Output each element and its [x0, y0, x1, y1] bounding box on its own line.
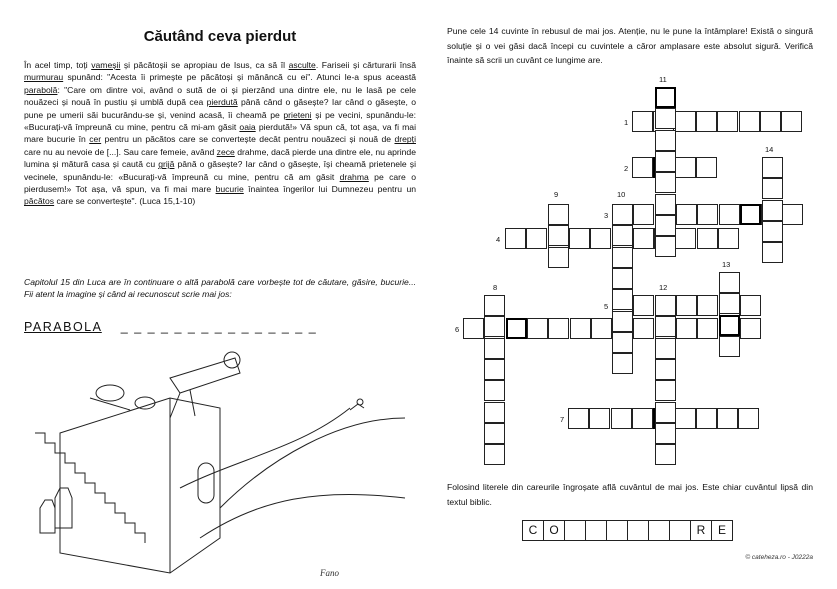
story-text: pierdută!» Vă spun că, tot așa, va fi mai mare bucurie în [24, 122, 416, 145]
final-word-cell[interactable] [564, 520, 586, 541]
crossword-cell[interactable] [655, 380, 676, 401]
final-word-cell[interactable]: O [543, 520, 565, 541]
keyword: grijă [158, 159, 175, 170]
crossword-cell[interactable] [526, 228, 547, 249]
crossword-cell[interactable] [655, 204, 676, 225]
crossword-cell[interactable] [568, 408, 589, 429]
crossword-cell[interactable] [719, 204, 740, 225]
crossword-cell[interactable] [719, 293, 740, 314]
crossword-cell[interactable] [655, 444, 676, 465]
final-word-cell[interactable] [606, 520, 628, 541]
crossword-cell-highlighted[interactable] [653, 408, 674, 429]
story-text: . Fariseii și cărturarii însă [315, 60, 416, 70]
story-text: până când o găsește? Iar când o găsește, o pune pe umerii săi bucurându-se și, venind acasă, îi cheamă pe [24, 97, 416, 120]
crossword-cell[interactable] [697, 295, 718, 316]
crossword-cell[interactable] [484, 380, 505, 401]
final-word-cell[interactable] [648, 520, 670, 541]
clue-number: 5 [604, 302, 609, 311]
credit: © cateheza.ro - J0222a [745, 554, 813, 561]
story-text: și pe vecini, spunându-le: «Bucurați-vă împreună cu mine, pentru că mi-am găsit [24, 109, 416, 133]
story-text: care se convertește". (Luca 15,1-10) [54, 196, 196, 207]
keyword: drahma [339, 171, 369, 182]
crossword-cell[interactable] [612, 311, 633, 332]
crossword-cell[interactable] [632, 157, 653, 178]
crossword-cell[interactable] [612, 332, 633, 353]
page-title: Căutând ceva pierdut [143, 28, 297, 45]
keyword: murmurau [24, 72, 64, 83]
crossword-cell[interactable] [762, 178, 783, 199]
keyword: bucurie [215, 184, 244, 195]
crossword-cell[interactable] [655, 215, 676, 236]
story-text: spunând: "Acesta îi primește pe păcătoși și mănâncă cu ei". Atunci le-a spus această [63, 72, 416, 83]
crossword-cell[interactable] [696, 408, 717, 429]
clue-number: 3 [604, 211, 609, 220]
crossword-cell[interactable] [676, 318, 697, 339]
crossword-cell[interactable] [655, 318, 676, 339]
crossword-cell-highlighted[interactable] [740, 204, 761, 225]
story-text: : "Care om dintre voi, având o sută de oi și pierzând una dintre ele, nu le lasă pe cele nouăzeci și nouă în pustiu și umblă după cea [24, 84, 416, 108]
crossword-cell[interactable] [697, 318, 718, 339]
crossword-cell[interactable] [612, 225, 633, 246]
final-word-cell[interactable] [585, 520, 607, 541]
crossword-cell[interactable] [717, 111, 738, 132]
crossword-cell[interactable] [696, 157, 717, 178]
clue-number: 7 [560, 415, 565, 424]
clue-number: 11 [659, 75, 667, 84]
crossword-cell[interactable] [740, 295, 761, 316]
story-text: până o găsește? Iar când o găsește, își cheamă prietenele și vecinele, spunându-le: «Bucurați-vă împreună cu mine, pentru că am găsit [24, 159, 416, 182]
clue-number: 9 [554, 190, 559, 199]
final-word-cell[interactable]: R [690, 520, 712, 541]
crossword-cell[interactable] [633, 295, 654, 316]
crossword-instructions: Pune cele 14 cuvinte în rebusul de mai jos. Atenție, nu le pune la întâmplare! Există o singură soluție și o vei găsi dacă începi cu cuvintele a căror amplasare este absolut sigură. Verifică înainte să scrii un cuvânt ce lungime are. [447, 26, 813, 65]
crossword-cell[interactable] [612, 295, 633, 316]
crossword-cell[interactable] [655, 194, 676, 215]
crossword-cell[interactable] [611, 408, 632, 429]
crossword-cell[interactable] [762, 157, 783, 178]
crossword-cell[interactable] [484, 338, 505, 359]
crossword-cell[interactable] [675, 111, 696, 132]
crossword-cell-highlighted[interactable] [719, 315, 740, 336]
clue-number: 2 [624, 164, 629, 173]
crossword-cell[interactable] [655, 172, 676, 193]
crossword-cell[interactable] [548, 204, 569, 225]
bible-text [24, 59, 416, 208]
crossword-cell[interactable] [463, 318, 484, 339]
crossword-cell[interactable] [762, 242, 783, 263]
crossword-cell[interactable] [718, 228, 739, 249]
crossword-cell[interactable] [675, 408, 696, 429]
keyword: asculte [288, 60, 316, 70]
crossword-cell[interactable] [612, 318, 633, 339]
crossword-cell[interactable] [527, 318, 548, 339]
clue-number: 8 [493, 283, 498, 292]
crossword-cell[interactable] [760, 111, 781, 132]
crossword-cell[interactable] [591, 318, 612, 339]
clue-number: 6 [455, 325, 460, 334]
crossword-cell[interactable] [633, 228, 654, 249]
clue-number: 12 [659, 283, 668, 292]
crossword-cell[interactable] [654, 228, 675, 249]
crossword-cell[interactable] [738, 408, 759, 429]
story-text: înaintea îngerilor lui Dumnezeu pentru un [243, 184, 417, 195]
crossword-cell[interactable] [696, 111, 717, 132]
crossword-cell[interactable] [782, 204, 803, 225]
crossword-cell[interactable] [484, 318, 505, 339]
answer-blanks: _ _ _ _ _ _ _ _ _ _ _ _ _ _ _ [120, 320, 318, 334]
crossword-cell[interactable] [740, 318, 761, 339]
crossword-cell-highlighted[interactable] [506, 318, 527, 339]
keyword: cer [89, 134, 102, 145]
final-word-cell[interactable]: E [711, 520, 733, 541]
clue-number: 1 [624, 118, 629, 127]
crossword-cell[interactable] [633, 204, 654, 225]
story-text: care nu au nevoie de [...]. Sau care femeie, având [24, 146, 217, 157]
crossword-cell[interactable] [655, 338, 676, 359]
crossword-cell[interactable] [655, 295, 676, 316]
crossword-cell[interactable] [675, 228, 696, 249]
crossword-cell[interactable] [484, 423, 505, 444]
crossword-cell[interactable] [590, 228, 611, 249]
crossword-cell[interactable] [655, 316, 676, 337]
crossword-cell[interactable] [655, 402, 676, 423]
crossword-cell[interactable] [719, 295, 740, 316]
story-text: pentru un păcătos care se convertește decât pentru nouăzeci și nouă de [101, 134, 395, 145]
crossword-cell[interactable] [719, 272, 740, 293]
clue-number: 10 [617, 190, 626, 199]
crossword-cell[interactable] [655, 151, 676, 172]
crossword-cell[interactable] [675, 157, 696, 178]
crossword-cell[interactable] [739, 111, 760, 132]
crossword-cell[interactable] [548, 318, 569, 339]
crossword-cell[interactable] [761, 204, 782, 225]
keyword: păcătos [24, 196, 55, 207]
story-text: În acel timp, toți [24, 60, 92, 70]
keyword: prieteni [283, 109, 312, 120]
story-text: pe care o pierdusem!» Tot așa, vă spun, va fi mai mare [24, 171, 416, 195]
crossword-cell[interactable] [697, 228, 718, 249]
keyword: drepți [394, 134, 416, 145]
keyword: pierdută [206, 97, 238, 108]
crossword-cell[interactable] [612, 247, 633, 268]
crossword-cell[interactable] [569, 228, 590, 249]
keyword: zece [216, 146, 235, 157]
crossword-cell-highlighted[interactable] [653, 157, 674, 178]
final-word-cell[interactable] [669, 520, 691, 541]
crossword-cell[interactable] [676, 295, 697, 316]
crossword-cell[interactable] [484, 316, 505, 337]
crossword-cell-highlighted[interactable] [719, 318, 740, 339]
crossword-cell[interactable] [697, 204, 718, 225]
crossword-cell[interactable] [655, 108, 676, 129]
crossword-cell[interactable] [612, 289, 633, 310]
crossword-cell[interactable] [762, 200, 783, 221]
crossword-cell[interactable] [612, 228, 633, 249]
crossword-cell[interactable] [632, 111, 653, 132]
crossword-cell[interactable] [612, 204, 633, 225]
parable-intro: Capitolul 15 din Luca are în continuare o altă parabolă care vorbește tot de căutare, găsire, bucurie... Fii atent la imagine și când ai recunoscut scrie mai jos: [24, 277, 416, 300]
clue-number: 13 [722, 260, 731, 269]
final-word-row[interactable] [522, 520, 732, 541]
crossword-cell[interactable] [548, 228, 569, 249]
crossword-cell[interactable] [484, 359, 505, 380]
crossword-cell[interactable] [548, 225, 569, 246]
crossword-cell[interactable] [612, 268, 633, 289]
crossword-cell[interactable] [505, 228, 526, 249]
parable-illustration [20, 338, 410, 588]
answer-word-parabola: PARABOLA [24, 320, 102, 334]
crossword-cell-highlighted[interactable] [655, 87, 676, 108]
crossword-cell[interactable] [548, 247, 569, 268]
crossword-cell[interactable] [655, 130, 676, 151]
crossword-cell[interactable] [632, 408, 653, 429]
crossword-cell[interactable] [655, 423, 676, 444]
crossword-cell[interactable] [653, 111, 674, 132]
crossword-cell[interactable] [484, 295, 505, 316]
keyword: parabolă [24, 84, 58, 95]
crossword-cell[interactable] [717, 408, 738, 429]
right-column [447, 24, 813, 68]
crossword-cell[interactable] [484, 402, 505, 423]
crossword-cell[interactable] [612, 353, 633, 374]
story-text: și păcătoșii se apropiau de Isus, ca să îl [120, 60, 289, 70]
crossword-cell[interactable] [676, 204, 697, 225]
crossword-cell[interactable] [655, 236, 676, 257]
final-word-cell[interactable] [627, 520, 649, 541]
parable-answer[interactable] [24, 320, 317, 334]
crossword-cell[interactable] [781, 111, 802, 132]
keyword: oaia [239, 122, 256, 133]
crossword-cell[interactable] [570, 318, 591, 339]
final-word-cell[interactable]: C [522, 520, 544, 541]
crossword-cell[interactable] [655, 359, 676, 380]
crossword-cell[interactable] [484, 444, 505, 465]
keyword: vameșii [91, 60, 121, 70]
crossword-cell[interactable] [633, 318, 654, 339]
crossword-cell[interactable] [589, 408, 610, 429]
crossword-cell[interactable] [762, 221, 783, 242]
final-instructions: Folosind literele din careurile îngroșate află cuvântul de mai jos. Este chiar cuvântul lipsă din textul biblic. [447, 482, 813, 507]
clue-number: 14 [765, 145, 774, 154]
artist-signature: Fano [320, 568, 339, 578]
crossword-cell[interactable] [719, 336, 740, 357]
story-text: drahme, dacă pierde una dintre ele, nu aprinde lumina și mătură casa și caută cu [24, 146, 416, 170]
clue-number: 4 [496, 235, 501, 244]
